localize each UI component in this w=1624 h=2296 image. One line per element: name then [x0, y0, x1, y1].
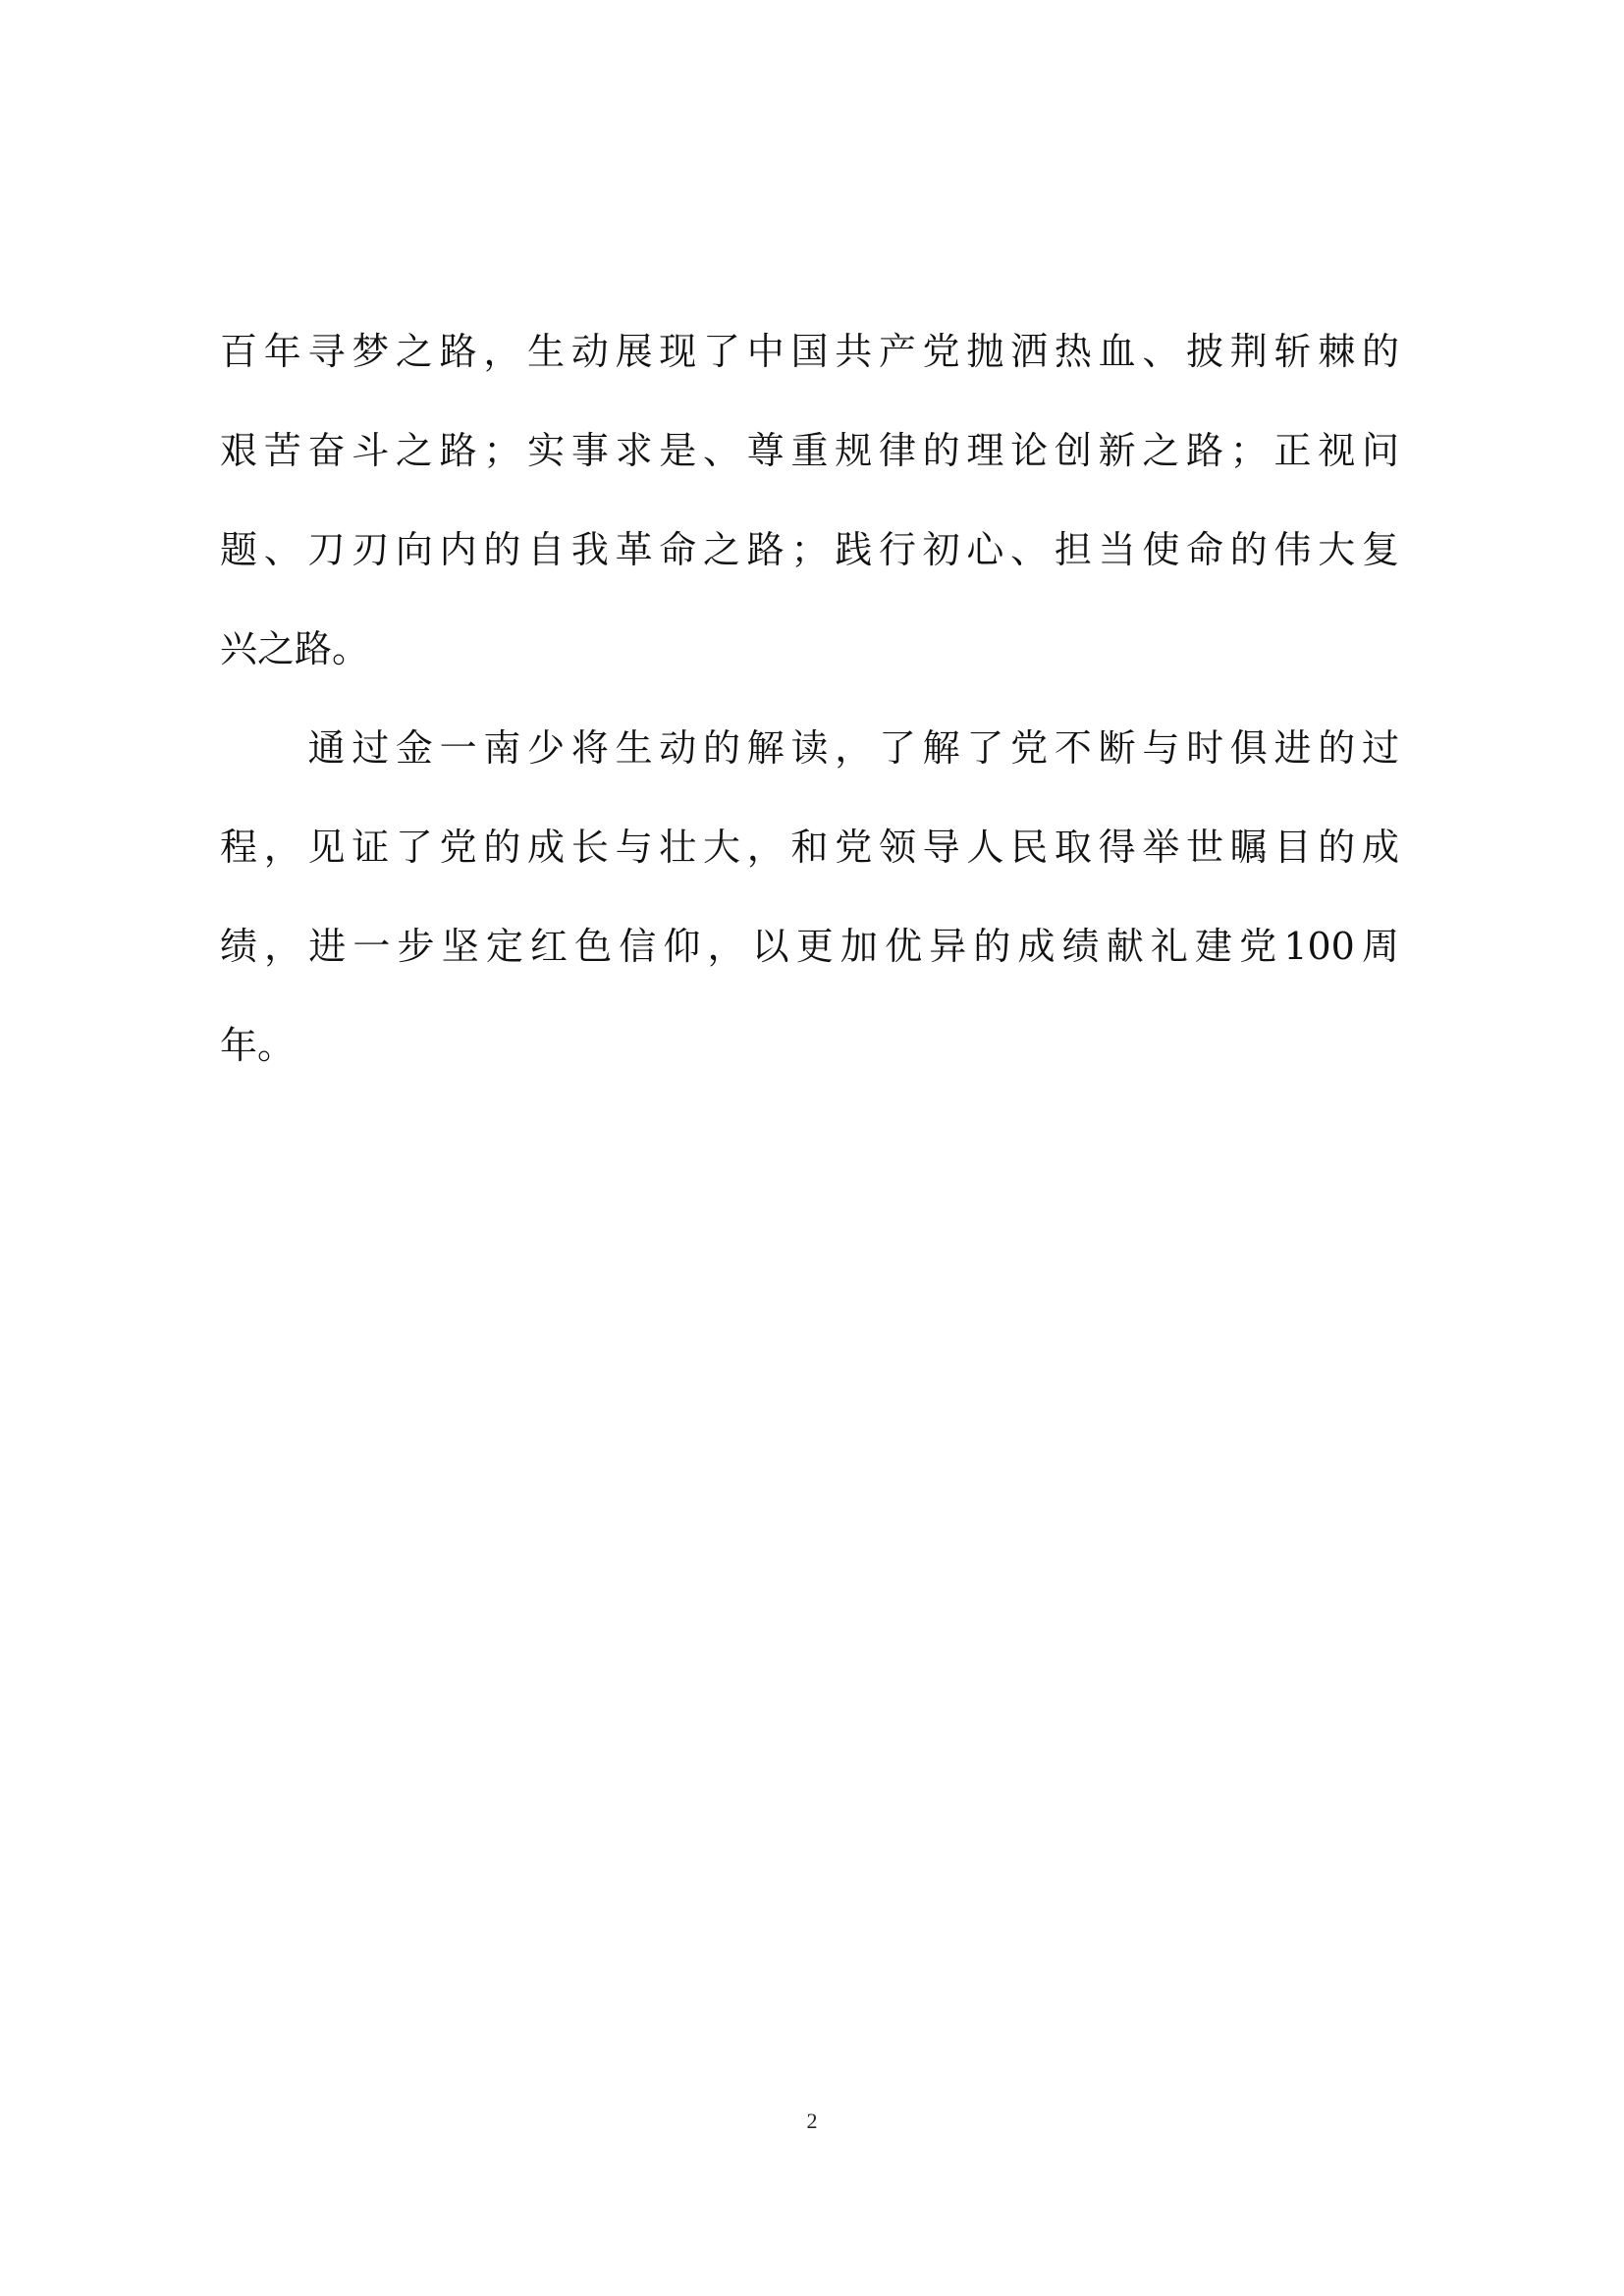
page-number: 2 — [806, 2109, 818, 2133]
paragraph-1-line-4: 兴之路。 — [220, 627, 370, 670]
paragraph-1-line-1: 百年寻梦之路，生动展现了中国共产党抛洒热血、披荆斩棘的 — [220, 330, 1399, 373]
paragraph-2-line-4: 年。 — [220, 1024, 296, 1067]
paragraph-2-line-1: 通过金一南少将生动的解读，了解了党不断与时俱进的过 — [220, 726, 1399, 770]
paragraph-2-line-3: 绩，进一步坚定红色信仰，以更加优异的成绩献礼建党100周 — [220, 925, 1399, 968]
body-text — [220, 302, 1399, 1095]
paragraph-1-line-3: 题、刀刃向内的自我革命之路；践行初心、担当使命的伟大复 — [220, 528, 1399, 571]
paragraph-2-line-2: 程，见证了党的成长与壮大，和党领导人民取得举世瞩目的成 — [220, 826, 1399, 869]
paragraph-1-line-2: 艰苦奋斗之路；实事求是、尊重规律的理论创新之路；正视问 — [220, 429, 1399, 472]
